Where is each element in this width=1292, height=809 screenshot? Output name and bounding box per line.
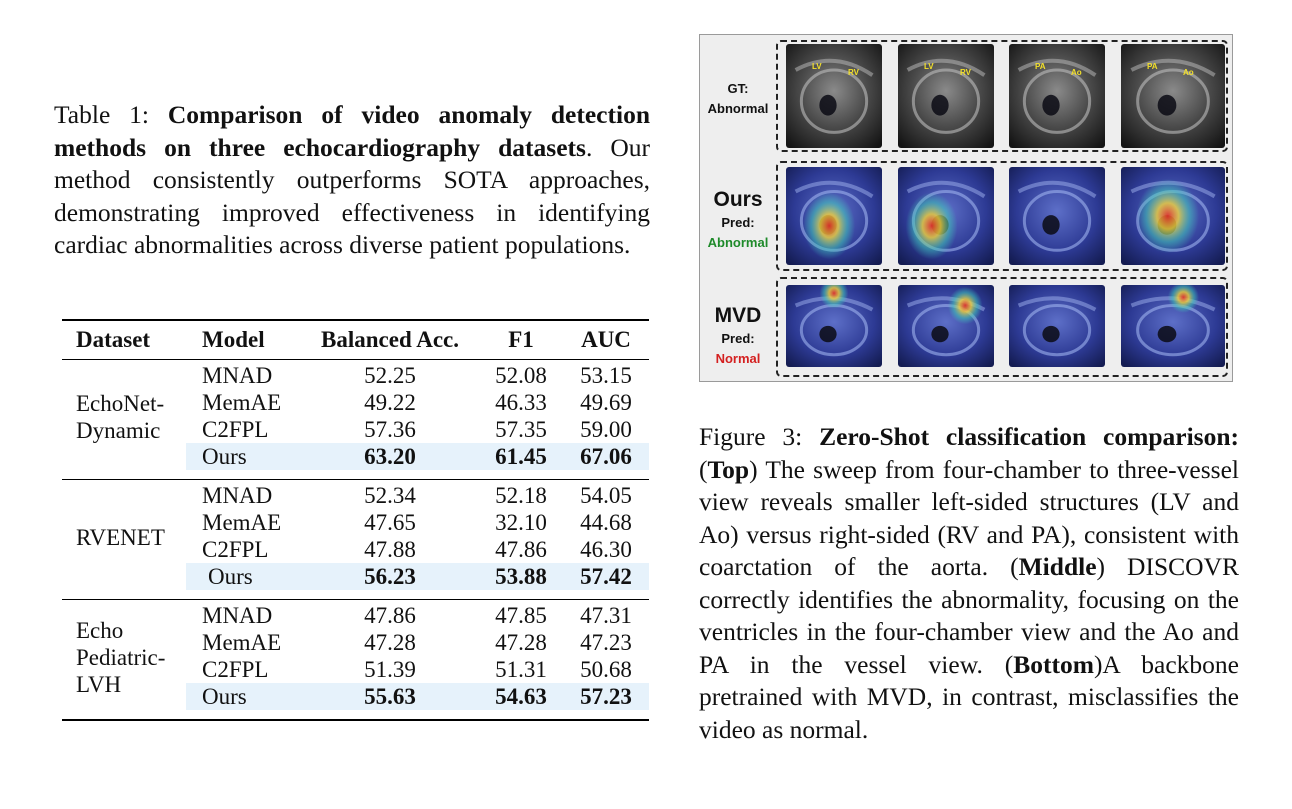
figure-caption-title: Zero-Shot classification comparison: bbox=[819, 422, 1239, 451]
dataset-label bbox=[76, 524, 165, 551]
ultrasound-image bbox=[786, 167, 882, 265]
model-name-cell: MemAE bbox=[202, 510, 282, 535]
ultrasound-image bbox=[1009, 44, 1105, 148]
figure-caption-top: Top bbox=[707, 454, 750, 484]
metric-cell: 47.65 bbox=[364, 510, 416, 535]
header-model: Model bbox=[202, 327, 265, 352]
figure-caption-middle: Middle bbox=[1018, 552, 1097, 581]
model-name-cell: MNAD bbox=[202, 363, 273, 388]
ours-frame-1 bbox=[786, 167, 882, 265]
metric-cell: 51.39 bbox=[364, 657, 416, 682]
figure-caption bbox=[699, 421, 1239, 746]
figure-caption-bottom-text: )A backbone pretrained with MVD, in contrast, misclassifies the video as normal. bbox=[699, 649, 1239, 744]
model-name-cell: MemAE bbox=[202, 390, 282, 415]
table-caption-title: Comparison of video anomaly detection methods on three echocardiography datasets bbox=[54, 100, 651, 162]
metric-cell: 47.86 bbox=[364, 603, 416, 628]
ultrasound-image bbox=[1121, 285, 1225, 367]
header-f1: F1 bbox=[508, 327, 534, 352]
metric-cell: 47.28 bbox=[364, 630, 416, 655]
gt-frame-2 bbox=[898, 44, 994, 148]
figure-3 bbox=[699, 34, 1233, 382]
ours-row-label bbox=[702, 187, 774, 253]
dataset-label-line: RVENET bbox=[76, 524, 165, 550]
metric-cell: 52.34 bbox=[364, 483, 416, 508]
mvd-label-title: MVD bbox=[714, 304, 762, 327]
ultrasound-image bbox=[1121, 167, 1225, 265]
metric-cell: 52.08 bbox=[495, 363, 547, 388]
metric-cell: 32.10 bbox=[495, 510, 547, 535]
ours-label-title: Ours bbox=[713, 188, 763, 211]
ultrasound-image bbox=[898, 167, 994, 265]
metric-cell: 49.69 bbox=[580, 390, 632, 415]
structure-annotation: PA bbox=[1035, 62, 1046, 71]
ours-label-pred: Pred: bbox=[721, 215, 755, 230]
metric-cell: 47.86 bbox=[495, 537, 547, 562]
metric-cell: 49.22 bbox=[364, 390, 416, 415]
metric-cell: 46.30 bbox=[580, 537, 632, 562]
ultrasound-image bbox=[786, 44, 882, 148]
metric-cell: 54.63 bbox=[495, 684, 547, 709]
ultrasound-image bbox=[898, 285, 994, 367]
metric-cell: 61.45 bbox=[495, 444, 547, 469]
table-caption-label: Table 1: bbox=[54, 100, 149, 129]
metric-cell: 52.18 bbox=[495, 483, 547, 508]
gt-frame-4 bbox=[1121, 44, 1225, 148]
metric-cell: 53.88 bbox=[495, 564, 547, 589]
metric-cell: 47.85 bbox=[495, 603, 547, 628]
model-name-cell: Ours bbox=[208, 564, 253, 589]
ours-frame-2 bbox=[898, 167, 994, 265]
dataset-label bbox=[76, 617, 165, 698]
metric-cell: 57.42 bbox=[580, 564, 632, 589]
structure-annotation: Ao bbox=[1071, 68, 1082, 77]
mvd-frame-4 bbox=[1121, 285, 1225, 367]
mvd-label-result: Normal bbox=[715, 351, 761, 366]
metric-cell: 46.33 bbox=[495, 390, 547, 415]
metric-cell: 47.23 bbox=[580, 630, 632, 655]
structure-annotation: RV bbox=[848, 68, 859, 77]
ultrasound-image bbox=[1009, 285, 1105, 367]
mvd-row-label bbox=[702, 303, 774, 369]
structure-annotation: Ao bbox=[1183, 68, 1194, 77]
model-name-cell: Ours bbox=[202, 684, 247, 709]
figure-caption-top-text: ) The sweep from four-chamber to three-vessel view reveals smaller left-sided structures (LV and Ao) versus right-sided (RV and PA), consistent with coarctation of the aorta. ( bbox=[699, 454, 1239, 581]
figure-caption-paren: ( bbox=[699, 454, 708, 484]
header-dataset: Dataset bbox=[76, 327, 151, 352]
ultrasound-image bbox=[1009, 167, 1105, 265]
group-rule-1 bbox=[62, 479, 649, 480]
model-name-cell: MNAD bbox=[202, 483, 273, 508]
metric-cell: 47.28 bbox=[495, 630, 547, 655]
dataset-label-line: LVH bbox=[76, 671, 122, 697]
metric-cell: 53.15 bbox=[580, 363, 632, 388]
table-caption-body: . Our method consistently outperforms SOTA approaches, demonstrating improved effectiveness in identifying cardiac abnormalities across diverse patient populations. bbox=[54, 132, 650, 259]
model-name-cell: C2FPL bbox=[202, 417, 269, 442]
ours-frame-3 bbox=[1009, 167, 1105, 265]
metric-cell: 44.68 bbox=[580, 510, 632, 535]
mvd-frame-3 bbox=[1009, 285, 1105, 367]
structure-annotation: PA bbox=[1147, 62, 1158, 71]
dataset-label-line: Pediatric- bbox=[76, 644, 166, 670]
gt-frame-1 bbox=[786, 44, 882, 148]
figure-caption-bottom: Bottom bbox=[1013, 649, 1094, 679]
ours-label-result: Abnormal bbox=[707, 235, 769, 250]
structure-annotation: RV bbox=[960, 68, 971, 77]
figure-caption-label: Figure 3: bbox=[699, 422, 803, 451]
gt-label-line2: Abnormal bbox=[707, 101, 769, 116]
metric-cell: 57.36 bbox=[364, 417, 416, 442]
metric-cell: 57.35 bbox=[495, 417, 547, 442]
metric-cell: 51.31 bbox=[495, 657, 547, 682]
metric-cell: 54.05 bbox=[580, 483, 632, 508]
structure-annotation: LV bbox=[924, 62, 934, 71]
gt-frame-3 bbox=[1009, 44, 1105, 148]
ours-frame-4 bbox=[1121, 167, 1225, 265]
metric-cell: 47.88 bbox=[364, 537, 416, 562]
dataset-label bbox=[76, 390, 164, 444]
ultrasound-image bbox=[898, 44, 994, 148]
structure-annotation: LV bbox=[812, 62, 822, 71]
mvd-frame-2 bbox=[898, 285, 994, 367]
header-auc: AUC bbox=[581, 327, 631, 352]
metric-cell: 59.00 bbox=[580, 417, 632, 442]
metric-cell: 56.23 bbox=[364, 564, 416, 589]
top-rule bbox=[62, 319, 649, 321]
model-name-cell: C2FPL bbox=[202, 537, 269, 562]
metric-cell: 50.68 bbox=[580, 657, 632, 682]
mvd-frame-1 bbox=[786, 285, 882, 367]
figure-caption-middle-text: ) DISCOVR correctly identifies the abnormality, focusing on the ventricles in the four-chamber view and the Ao and PA in the vessel view. ( bbox=[699, 552, 1239, 679]
metric-cell: 55.63 bbox=[364, 684, 416, 709]
model-name-cell: MNAD bbox=[202, 603, 273, 628]
model-name-cell: Ours bbox=[202, 444, 247, 469]
ultrasound-image bbox=[1121, 44, 1225, 148]
model-name-cell: C2FPL bbox=[202, 657, 269, 682]
table-caption bbox=[54, 99, 650, 262]
dataset-label-line: EchoNet- bbox=[76, 391, 165, 416]
mvd-label-pred: Pred: bbox=[721, 331, 755, 346]
model-name-cell: MemAE bbox=[202, 630, 282, 655]
metric-cell: 52.25 bbox=[364, 363, 416, 388]
group-rule-2 bbox=[62, 599, 649, 600]
metric-cell: 67.06 bbox=[580, 444, 632, 469]
gt-label-line1: GT: bbox=[727, 81, 749, 96]
metric-cell: 47.31 bbox=[580, 603, 632, 628]
header-balanced-acc: Balanced Acc. bbox=[321, 327, 459, 352]
dataset-label-line: Dynamic bbox=[76, 418, 161, 443]
dataset-label-line: Echo bbox=[76, 617, 124, 643]
gt-row-label bbox=[702, 79, 774, 119]
metric-cell: 57.23 bbox=[580, 684, 632, 709]
bottom-rule bbox=[62, 719, 649, 721]
header-rule bbox=[62, 359, 649, 360]
ultrasound-image bbox=[786, 285, 882, 367]
metric-cell: 63.20 bbox=[364, 444, 416, 469]
